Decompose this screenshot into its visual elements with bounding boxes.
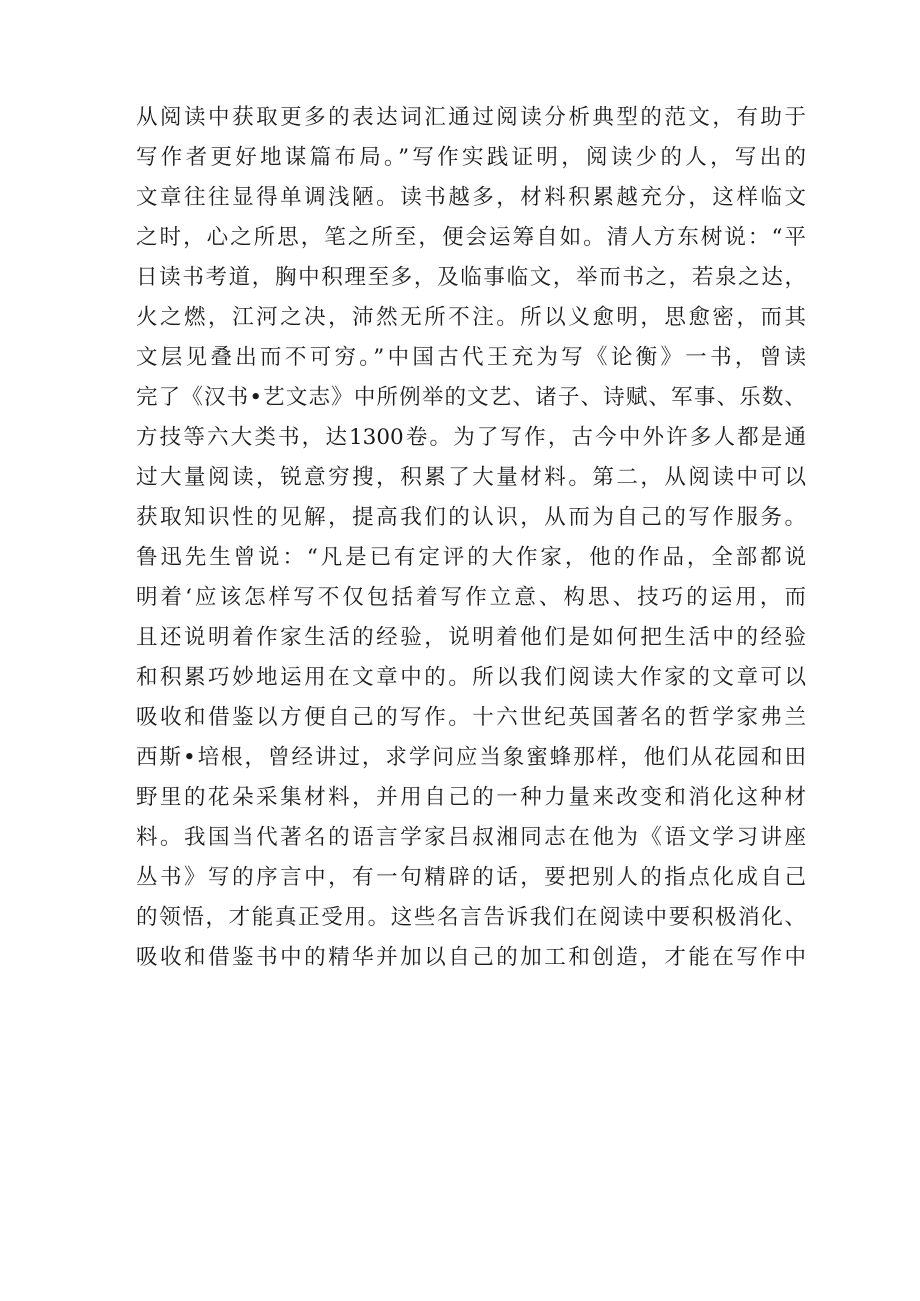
text-line-5: 日读书考道，胸中积理至多，及临事临文，举而书之，若泉之达， [136,265,806,290]
text-line-18: 野里的花朵采集材料，并用自己的一种力量来改变和消化这种材 [136,785,806,810]
text-line-10: 过大量阅读，锐意穷搜，积累了大量材料。第二，从阅读中可以 [136,465,806,490]
text-line-22: 吸收和借鉴书中的精华并加以自己的加工和创造，才能在写作中 [136,945,806,970]
text-line-17: 西斯•培根，曾经讲过，求学问应当象蜜蜂那样，他们从花园和田 [136,745,806,770]
text-line-9: 方技等六大类书，达1300卷。为了写作，古今中外许多人都是通 [136,425,806,450]
text-line-8: 完了《汉书•艺文志》中所例举的文艺、诸子、诗赋、军事、乐数、 [136,385,806,410]
text-line-2: 写作者更好地谋篇布局。”写作实践证明，阅读少的人，写出的 [136,145,806,170]
text-line-20: 丛书》写的序言中，有一句精辟的话，要把别人的指点化成自己 [136,865,806,890]
body-text [136,98,806,978]
text-line-7: 文层见叠出而不可穷。”中国古代王充为写《论衡》一书，曾读 [136,345,806,370]
text-line-16: 吸收和借鉴以方便自己的写作。十六世纪英国著名的哲学家弗兰 [136,705,806,730]
text-line-19: 料。我国当代著名的语言学家吕叔湘同志在他为《语文学习讲座 [136,825,806,850]
text-line-21: 的领悟，才能真正受用。这些名言告诉我们在阅读中要积极消化、 [136,905,806,930]
text-line-15: 和积累巧妙地运用在文章中的。所以我们阅读大作家的文章可以 [136,665,806,690]
text-line-4: 之时，心之所思，笔之所至，便会运筹自如。清人方东树说：“平 [136,225,806,250]
text-line-13: 明着‘应该怎样写不仅包括着写作立意、构思、技巧的运用，而 [136,585,806,610]
text-line-1: 从阅读中获取更多的表达词汇通过阅读分析典型的范文，有助于 [136,105,806,130]
text-line-14: 且还说明着作家生活的经验，说明着他们是如何把生活中的经验 [136,625,806,650]
text-line-3: 文章往往显得单调浅陋。读书越多，材料积累越充分，这样临文 [136,185,806,210]
text-line-11: 获取知识性的见解，提高我们的认识，从而为自己的写作服务。 [136,505,806,530]
text-line-6: 火之燃，江河之决，沛然无所不注。所以义愈明，思愈密，而其 [136,305,806,330]
text-line-12: 鲁迅先生曾说：“凡是已有定评的大作家，他的作品，全部都说 [136,545,806,570]
